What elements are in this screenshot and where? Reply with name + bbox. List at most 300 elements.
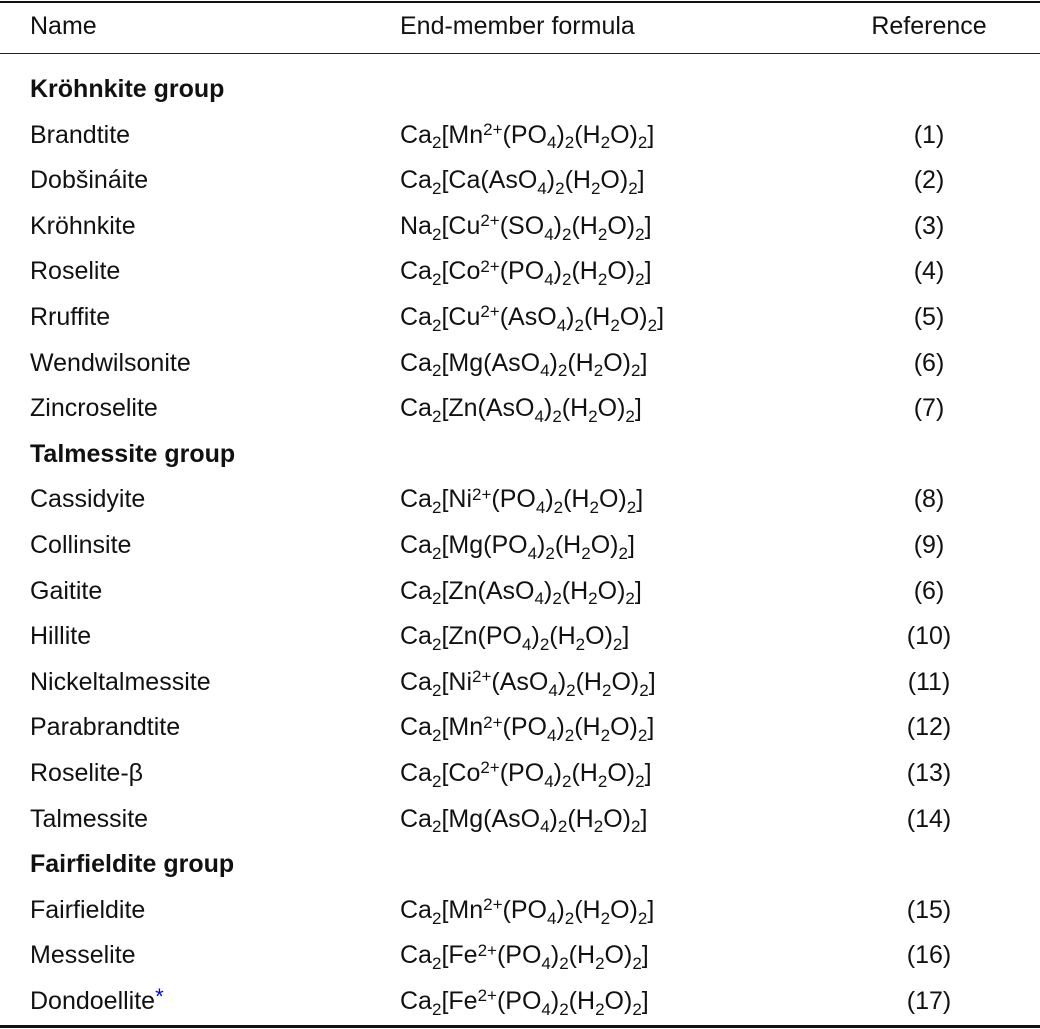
mineral-name-text: Fairfieldite	[30, 895, 146, 924]
formula-text: ]	[647, 120, 655, 149]
formula-text: (H	[571, 257, 598, 286]
formula-subscript: 4	[546, 908, 557, 928]
formula-subscript: 2	[431, 178, 442, 198]
formula-text: [Mn	[441, 120, 484, 149]
formula-subscript: 2	[595, 999, 605, 1019]
formula-superscript: 2+	[480, 758, 500, 778]
formula-text: Ca	[400, 257, 432, 286]
formula-subscript: 2	[431, 726, 442, 746]
formula-text: [Ni	[441, 667, 472, 696]
formula-text: O)	[585, 622, 613, 651]
formula-subscript: 4	[544, 224, 554, 244]
formula-subscript: 2	[431, 634, 442, 654]
mineral-name	[30, 569, 102, 614]
formula-subscript: 2	[552, 589, 562, 609]
formula-text: (H	[568, 987, 596, 1015]
formula-text: (PO	[502, 895, 547, 924]
reference-number: (11)	[907, 667, 951, 696]
mineral-name-text: Wendwilsonite	[30, 348, 191, 377]
formula-subscript: 2	[625, 406, 635, 426]
formula-text: ]	[641, 941, 649, 970]
mineral-name	[30, 933, 136, 978]
formula-text: O)	[607, 257, 636, 286]
formula-text: )	[549, 804, 558, 833]
formula-text: )	[556, 120, 565, 149]
formula-text: O)	[610, 713, 638, 742]
formula-text: [Zn(PO	[441, 622, 523, 651]
formula-text: (H	[571, 211, 598, 240]
formula-text: ]	[627, 531, 635, 559]
formula-subscript: 4	[556, 315, 567, 335]
reference-number: (3)	[913, 211, 945, 240]
formula-subscript: 2	[431, 954, 442, 974]
formula-subscript: 2	[539, 634, 550, 654]
formula-subscript: 2	[600, 908, 611, 928]
formula-text: ]	[644, 257, 652, 286]
formula-text: ]	[636, 485, 644, 514]
formula-text: O)	[603, 348, 631, 377]
end-member-formula	[400, 204, 652, 249]
mineral-name-text: Kröhnkite	[30, 211, 136, 240]
formula-text: (H	[571, 759, 598, 787]
formula-text: ]	[657, 303, 665, 331]
formula-text: Na	[400, 211, 432, 240]
formula-text: [Mn	[441, 895, 484, 924]
end-member-formula	[400, 249, 652, 294]
mineral-name	[30, 341, 191, 386]
formula-subscript: 2	[561, 224, 572, 244]
formula-subscript: 4	[541, 999, 551, 1019]
table-header-rule	[0, 53, 1040, 54]
formula-subscript: 2	[431, 270, 442, 290]
formula-text: (PO	[496, 987, 542, 1015]
formula-text: )	[550, 987, 560, 1015]
formula-text: (H	[561, 576, 589, 605]
formula-text: )	[543, 394, 553, 423]
formula-subscript: 4	[535, 498, 546, 518]
end-member-formula	[400, 888, 654, 933]
end-member-formula	[400, 477, 643, 522]
formula-subscript: 2	[561, 771, 572, 791]
formula-text: ]	[641, 987, 649, 1015]
mineral-name-text: Zincroselite	[30, 394, 158, 423]
formula-subscript: 4	[546, 726, 557, 746]
formula-subscript: 2	[431, 817, 442, 837]
formula-text: O)	[604, 987, 633, 1015]
reference-number: (5)	[913, 303, 945, 331]
formula-text: ]	[648, 667, 656, 696]
formula-subscript: 2	[574, 315, 584, 335]
mineral-name	[30, 660, 211, 705]
formula-text: [Co	[441, 257, 481, 286]
formula-subscript: 2	[635, 224, 645, 244]
formula-text: [Mg(AsO	[441, 348, 541, 377]
formula-text: (H	[563, 485, 590, 514]
formula-subscript: 2	[630, 817, 641, 837]
formula-text: (H	[568, 941, 596, 970]
formula-text: (H	[574, 120, 601, 149]
formula-text: O)	[598, 485, 627, 514]
formula-text: )	[546, 166, 556, 195]
mineral-name	[30, 295, 110, 340]
group-heading-row	[0, 432, 1040, 477]
formula-text: O)	[603, 804, 631, 833]
table-top-rule	[0, 1, 1040, 3]
table-row	[0, 979, 1040, 1024]
formula-subscript: 2	[637, 133, 648, 153]
formula-text: (H	[567, 804, 594, 833]
end-member-formula	[400, 705, 654, 750]
reference-number: (2)	[913, 166, 945, 195]
reference-number: (4)	[913, 257, 945, 286]
mineral-name-text: Gaitite	[30, 576, 103, 605]
formula-text: (AsO	[491, 667, 549, 696]
reference-number: (1)	[913, 120, 945, 149]
formula-text: (H	[574, 713, 601, 742]
table-row	[0, 158, 1040, 203]
table-row	[0, 569, 1040, 614]
mineral-name	[30, 979, 164, 1024]
formula-subscript: 2	[597, 270, 608, 290]
reference-number: (9)	[913, 531, 945, 559]
formula-text: O)	[590, 531, 619, 559]
formula-superscript: 2+	[472, 667, 492, 687]
formula-text: ]	[634, 394, 642, 423]
table-row	[0, 113, 1040, 158]
formula-subscript: 2	[552, 406, 562, 426]
mineral-name-text: Hillite	[30, 622, 92, 651]
formula-subscript: 2	[635, 771, 645, 791]
mineral-name	[30, 705, 180, 750]
formula-text: Ca	[400, 804, 432, 833]
end-member-formula	[400, 341, 647, 386]
table-row	[0, 523, 1040, 568]
formula-text: )	[545, 485, 554, 514]
formula-subscript: 2	[612, 634, 623, 654]
formula-text: (H	[549, 622, 576, 651]
formula-subscript: 2	[575, 634, 586, 654]
formula-text: O)	[611, 667, 640, 696]
formula-subscript: 2	[431, 680, 442, 700]
formula-text: (H	[554, 531, 582, 559]
formula-text: Ca	[400, 895, 432, 924]
end-member-formula	[400, 523, 635, 568]
header-reference: Reference	[871, 12, 987, 40]
formula-subscript: 2	[593, 817, 604, 837]
formula-text: (H	[567, 348, 594, 377]
formula-text: [Zn(AsO	[441, 576, 535, 605]
formula-subscript: 2	[618, 543, 628, 563]
formula-text: Ca	[400, 303, 432, 331]
formula-subscript: 2	[431, 589, 442, 609]
formula-text: Ca	[400, 120, 432, 149]
table-row	[0, 660, 1040, 705]
formula-superscript: 2+	[483, 895, 503, 915]
formula-text: Ca	[400, 759, 432, 787]
formula-subscript: 2	[632, 999, 642, 1019]
formula-text: ]	[640, 804, 648, 833]
formula-subscript: 2	[602, 680, 612, 700]
reference-number: (15)	[906, 895, 952, 924]
mineral-name	[30, 477, 145, 522]
formula-text: )	[549, 348, 558, 377]
formula-subscript: 2	[557, 817, 568, 837]
formula-subscript: 2	[632, 954, 642, 974]
table-row	[0, 295, 1040, 340]
mineral-name	[30, 888, 145, 933]
formula-superscript: 2+	[480, 256, 500, 276]
mineral-name-text: Cassidyite	[30, 485, 146, 514]
formula-subscript: 2	[431, 543, 442, 563]
reference-number: (8)	[913, 485, 945, 514]
end-member-formula	[400, 386, 642, 431]
formula-text: [Zn(AsO	[441, 394, 535, 423]
mineral-name	[30, 797, 148, 842]
end-member-formula	[400, 660, 656, 705]
mineral-name	[30, 523, 131, 568]
group-title: Kröhnkite group	[30, 75, 225, 103]
table-row	[0, 888, 1040, 933]
formula-text: )	[543, 576, 553, 605]
formula-subscript: 2	[590, 178, 601, 198]
reference-number: (13)	[906, 759, 952, 787]
formula-text: [Mn	[441, 713, 484, 742]
formula-text: (H	[574, 895, 601, 924]
formula-text: Ca	[400, 622, 432, 651]
table-row	[0, 705, 1040, 750]
end-member-formula	[400, 751, 652, 796]
formula-text: )	[557, 667, 567, 696]
formula-text: O)	[610, 895, 638, 924]
mineral-name-text: Roselite-β	[30, 759, 144, 787]
table-row	[0, 386, 1040, 431]
table-row	[0, 204, 1040, 249]
formula-text: [Ni	[441, 485, 472, 514]
formula-subscript: 4	[527, 543, 538, 563]
formula-subscript: 2	[559, 954, 569, 974]
mineral-name	[30, 113, 130, 158]
formula-text: )	[553, 211, 562, 240]
formula-text: )	[566, 303, 575, 331]
mineral-name-text: Dobšináite	[30, 166, 149, 195]
formula-subscript: 2	[564, 908, 575, 928]
formula-subscript: 4	[548, 680, 558, 700]
formula-subscript: 2	[431, 498, 442, 518]
table-row	[0, 249, 1040, 294]
formula-subscript: 2	[555, 178, 565, 198]
formula-text: Ca	[400, 576, 432, 605]
formula-text: ]	[634, 576, 642, 605]
reference-number: (16)	[906, 941, 952, 970]
formula-subscript: 2	[553, 498, 564, 518]
formula-text: O)	[607, 759, 636, 787]
mineral-name	[30, 751, 143, 796]
formula-subscript: 4	[522, 634, 532, 654]
formula-text: O)	[607, 211, 636, 240]
formula-text: ]	[622, 622, 630, 651]
formula-text: Ca	[400, 394, 432, 423]
header-formula: End-member formula	[400, 12, 635, 40]
formula-text: (SO	[499, 211, 545, 240]
formula-superscript: 2+	[480, 211, 500, 231]
formula-text: )	[537, 531, 546, 559]
formula-subscript: 4	[534, 406, 544, 426]
formula-superscript: 2+	[477, 940, 497, 960]
mineral-name-text: Dondoellite	[30, 987, 156, 1015]
mineral-name	[30, 386, 158, 431]
formula-subscript: 2	[639, 680, 649, 700]
formula-text: [Fe	[441, 987, 478, 1015]
mineral-name	[30, 204, 136, 249]
formula-subscript: 4	[537, 178, 547, 198]
footnote-marker: *	[155, 983, 164, 1009]
formula-subscript: 2	[589, 498, 599, 518]
formula-text: (PO	[502, 120, 547, 149]
formula-text: Ca	[400, 348, 432, 377]
formula-subscript: 2	[600, 726, 611, 746]
formula-text: )	[556, 713, 565, 742]
reference-number: (7)	[913, 394, 945, 423]
formula-subscript: 2	[566, 680, 576, 700]
formula-subscript: 2	[637, 908, 648, 928]
table-row	[0, 341, 1040, 386]
end-member-formula	[400, 614, 629, 659]
formula-subscript: 2	[597, 771, 608, 791]
mineral-name-text: Talmessite	[30, 804, 149, 833]
end-member-formula	[400, 158, 645, 203]
end-member-formula	[400, 113, 654, 158]
mineral-name-text: Brandtite	[30, 120, 131, 149]
formula-text: [Cu	[441, 303, 481, 331]
formula-subscript: 2	[564, 726, 575, 746]
formula-superscript: 2+	[472, 484, 492, 504]
formula-subscript: 2	[431, 406, 442, 426]
end-member-formula	[400, 797, 647, 842]
end-member-formula	[400, 295, 664, 340]
formula-text: ]	[637, 166, 645, 195]
end-member-formula	[400, 933, 649, 978]
formula-subscript: 2	[431, 361, 442, 381]
mineral-name	[30, 614, 91, 659]
formula-text: Ca	[400, 987, 432, 1015]
reference-number: (12)	[906, 713, 952, 742]
end-member-formula	[400, 979, 649, 1024]
formula-text: [Cu	[441, 211, 481, 240]
formula-text: (H	[561, 394, 589, 423]
table-row	[0, 797, 1040, 842]
formula-superscript: 2+	[477, 986, 497, 1006]
formula-subscript: 4	[540, 817, 550, 837]
formula-subscript: 4	[541, 954, 551, 974]
formula-subscript: 2	[431, 315, 442, 335]
reference-number: (14)	[906, 804, 952, 833]
group-heading-row	[0, 67, 1040, 112]
formula-subscript: 2	[559, 999, 569, 1019]
formula-superscript: 2+	[480, 302, 500, 322]
formula-text: O)	[604, 941, 633, 970]
formula-subscript: 2	[628, 178, 638, 198]
formula-text: (PO	[491, 485, 536, 514]
formula-text: (PO	[496, 941, 542, 970]
end-member-formula	[400, 569, 642, 614]
reference-number: (6)	[913, 576, 945, 605]
mineral-name-text: Rruffite	[30, 303, 111, 331]
formula-text: )	[550, 941, 560, 970]
group-heading-row	[0, 842, 1040, 887]
reference-number: (10)	[906, 622, 952, 651]
formula-subscript: 2	[647, 315, 658, 335]
formula-text: Ca	[400, 485, 432, 514]
formula-text: ]	[647, 895, 655, 924]
formula-text: O)	[610, 120, 638, 149]
formula-text: Ca	[400, 941, 432, 970]
formula-subscript: 2	[625, 589, 635, 609]
formula-text: [Mg(AsO	[441, 804, 541, 833]
formula-subscript: 4	[546, 133, 557, 153]
mineral-name-text: Parabrandtite	[30, 713, 181, 742]
formula-text: [Ca(AsO	[441, 166, 538, 195]
group-title: Talmessite group	[30, 439, 236, 468]
formula-subscript: 2	[561, 270, 572, 290]
formula-text: ]	[647, 713, 655, 742]
mineral-name-text: Collinsite	[30, 531, 132, 559]
formula-text: [Mg(PO	[441, 531, 528, 559]
formula-subscript: 2	[431, 224, 442, 244]
formula-superscript: 2+	[483, 119, 503, 139]
reference-number: (17)	[906, 987, 952, 1015]
formula-subscript: 4	[544, 270, 554, 290]
formula-subscript: 4	[544, 771, 554, 791]
group-title: Fairfieldite group	[30, 850, 235, 879]
mineral-name-text: Nickeltalmessite	[30, 667, 211, 696]
formula-subscript: 2	[545, 543, 555, 563]
formula-text: O)	[600, 166, 629, 195]
formula-text: (H	[575, 667, 602, 696]
formula-subscript: 2	[431, 908, 442, 928]
formula-text: (PO	[499, 759, 545, 787]
table-header-row	[0, 4, 1040, 49]
formula-subscript: 2	[588, 589, 598, 609]
table-row	[0, 477, 1040, 522]
formula-subscript: 2	[597, 224, 608, 244]
formula-text: Ca	[400, 166, 432, 195]
mineral-name-text: Roselite	[30, 257, 121, 286]
formula-superscript: 2+	[483, 712, 503, 732]
mineral-name-text: Messelite	[30, 941, 136, 970]
formula-text: )	[531, 622, 540, 651]
header-name: Name	[30, 12, 97, 40]
formula-subscript: 2	[431, 133, 442, 153]
formula-text: ]	[644, 211, 652, 240]
formula-subscript: 2	[595, 954, 605, 974]
formula-text: )	[553, 759, 562, 787]
formula-text: (PO	[499, 257, 545, 286]
formula-text: O)	[597, 576, 626, 605]
formula-subscript: 2	[626, 498, 637, 518]
formula-subscript: 2	[630, 361, 641, 381]
formula-subscript: 2	[593, 361, 604, 381]
formula-text: [Co	[441, 759, 481, 787]
formula-subscript: 2	[610, 315, 620, 335]
formula-subscript: 4	[534, 589, 544, 609]
formula-subscript: 2	[557, 361, 568, 381]
formula-subscript: 2	[600, 133, 611, 153]
reference-number: (6)	[913, 348, 945, 377]
formula-subscript: 2	[564, 133, 575, 153]
formula-text: (H	[583, 303, 611, 331]
formula-text: Ca	[400, 667, 432, 696]
table-row	[0, 751, 1040, 796]
